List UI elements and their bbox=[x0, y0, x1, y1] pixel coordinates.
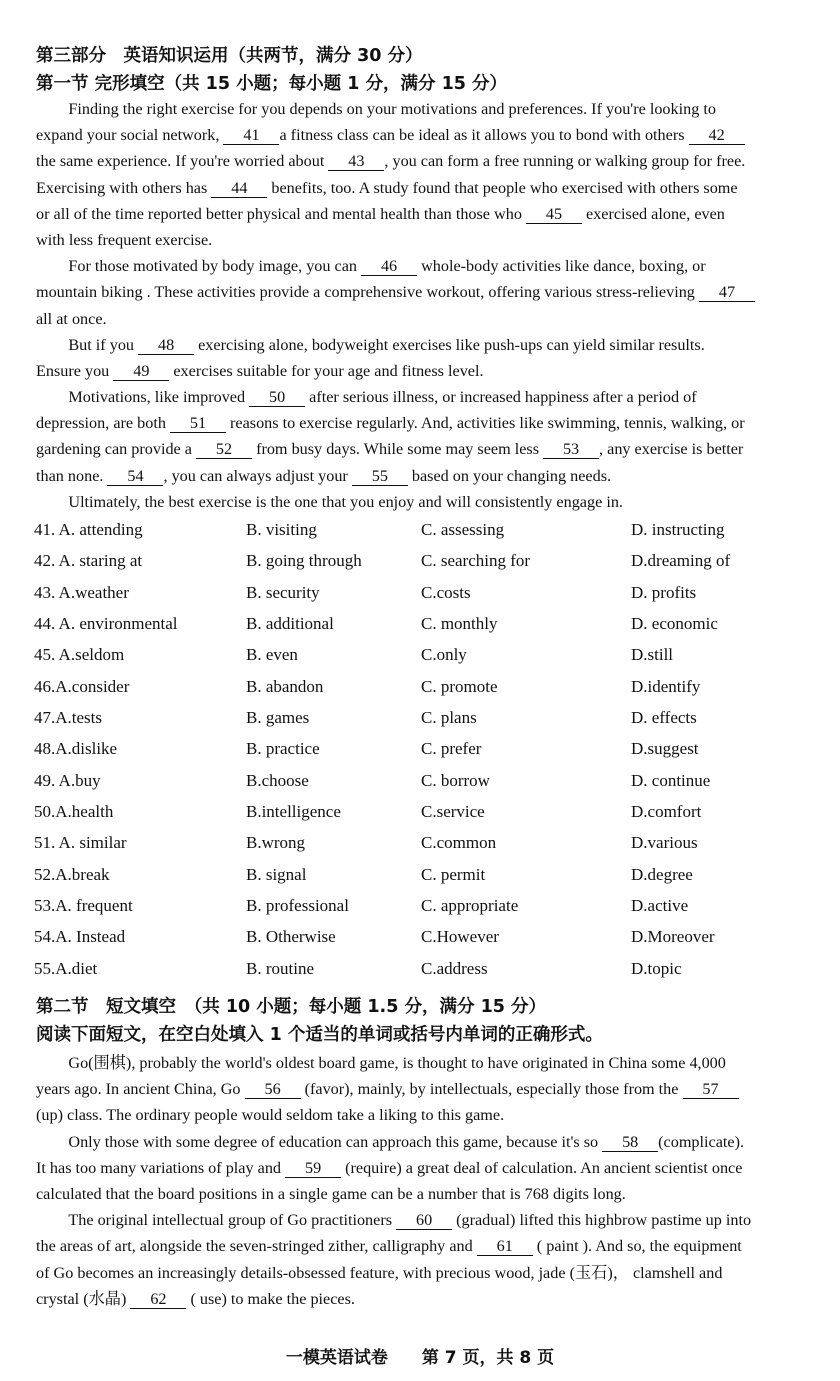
cloze-line bbox=[36, 306, 812, 332]
text-run: (up) class. The ordinary people would seldom take a liking to this game. bbox=[36, 1106, 505, 1125]
option-c[interactable]: C.common bbox=[421, 833, 497, 853]
option-b[interactable]: B. signal bbox=[246, 864, 307, 884]
text-run: the same experience. If you're worried about bbox=[36, 152, 329, 171]
text-run: depression, are both bbox=[36, 414, 170, 433]
option-b[interactable]: B. even bbox=[246, 645, 298, 665]
text-run: , you can form a free running or walking group for free. bbox=[384, 152, 746, 171]
option-d[interactable]: D. effects bbox=[631, 708, 697, 728]
question-options-row bbox=[34, 516, 814, 547]
option-b[interactable]: B. Otherwise bbox=[246, 927, 336, 947]
option-d[interactable]: D.topic bbox=[631, 958, 682, 978]
question-options-row bbox=[34, 923, 814, 954]
text-run: gardening can provide a bbox=[36, 440, 197, 459]
question-options-row bbox=[34, 829, 814, 860]
option-c[interactable]: C. plans bbox=[421, 708, 477, 728]
answer-blank[interactable]: 47 bbox=[699, 283, 755, 302]
section2-instruction: 阅读下面短文，在空白处填入 1 个适当的单词或括号内单词的正确形式。 bbox=[36, 1025, 603, 1045]
option-c[interactable]: C.costs bbox=[421, 582, 471, 602]
options-table bbox=[34, 516, 814, 986]
option-d[interactable]: D.active bbox=[631, 896, 689, 916]
option-d[interactable]: D.various bbox=[631, 833, 698, 853]
question-options-row bbox=[34, 955, 814, 986]
passage-line bbox=[36, 1076, 812, 1102]
text-run: It has too many variations of play and bbox=[36, 1158, 286, 1177]
cloze-line bbox=[36, 489, 812, 515]
option-a[interactable]: 50.A.health bbox=[34, 802, 114, 822]
option-c[interactable]: C.only bbox=[421, 645, 467, 665]
passage-line bbox=[36, 1233, 812, 1259]
option-d[interactable]: D.Moreover bbox=[631, 927, 715, 947]
answer-blank[interactable]: 55 bbox=[352, 467, 408, 486]
option-a[interactable]: 43. A.weather bbox=[34, 582, 129, 602]
option-c[interactable]: C. promote bbox=[421, 676, 498, 696]
option-b[interactable]: B. additional bbox=[246, 614, 334, 634]
text-run: Only those with some degree of education can approach this game, because it's so bbox=[36, 1132, 603, 1151]
text-run: mountain biking . These activities provide a comprehensive workout, offering various stress-relieving bbox=[36, 283, 699, 302]
answer-blank[interactable]: 61 bbox=[477, 1237, 533, 1256]
option-d[interactable]: D. profits bbox=[631, 582, 697, 602]
cloze-line bbox=[36, 358, 812, 384]
option-b[interactable]: B.choose bbox=[246, 770, 309, 790]
cloze-line bbox=[36, 227, 812, 253]
answer-blank[interactable]: 54 bbox=[107, 467, 163, 486]
answer-blank[interactable]: 43 bbox=[328, 152, 384, 171]
question-options-row bbox=[34, 798, 814, 829]
option-b[interactable]: B.intelligence bbox=[246, 802, 341, 822]
option-b[interactable]: B. routine bbox=[246, 958, 314, 978]
option-a[interactable]: 54.A. Instead bbox=[34, 927, 126, 947]
option-b[interactable]: B. visiting bbox=[246, 520, 317, 539]
text-run: ( use) to make the pieces. bbox=[186, 1289, 355, 1308]
cloze-line bbox=[36, 384, 812, 410]
text-run: Motivations, like improved bbox=[36, 388, 250, 407]
option-d[interactable]: D. continue bbox=[631, 770, 711, 790]
text-run: with less frequent exercise. bbox=[36, 230, 213, 249]
section2-heading: 第二节 短文填空 （共 10 小题；每小题 1.5 分，满分 15 分） bbox=[36, 997, 547, 1017]
option-c[interactable]: C.service bbox=[421, 802, 485, 822]
passage-line bbox=[36, 1207, 812, 1233]
option-a[interactable]: 46.A.consider bbox=[34, 676, 130, 696]
cloze-passage bbox=[36, 96, 812, 515]
option-d[interactable]: D. economic bbox=[631, 614, 718, 634]
answer-blank[interactable]: 52 bbox=[196, 440, 252, 459]
option-c[interactable]: C. appropriate bbox=[421, 896, 519, 916]
answer-blank[interactable]: 53 bbox=[543, 440, 599, 459]
option-a[interactable]: 47.A.tests bbox=[34, 708, 102, 728]
text-run: crystal (水晶) bbox=[36, 1289, 131, 1308]
text-run: reasons to exercise regularly. And, activities like swimming, tennis, walking, or bbox=[225, 414, 745, 433]
answer-blank[interactable]: 49 bbox=[113, 362, 169, 381]
option-b[interactable]: B. abandon bbox=[246, 676, 324, 696]
option-a[interactable]: 53.A. frequent bbox=[34, 896, 133, 916]
text-run: all at once. bbox=[36, 309, 107, 328]
page-footer: 一模英语试卷 第 7 页，共 8 页 bbox=[285, 1348, 555, 1368]
question-options-row bbox=[34, 547, 814, 578]
question-options-row bbox=[34, 704, 814, 735]
question-options-row bbox=[34, 767, 814, 798]
answer-blank[interactable]: 60 bbox=[396, 1211, 452, 1230]
question-options-row bbox=[34, 641, 814, 672]
text-run: exercising alone, bodyweight exercises like push-ups can yield similar results. bbox=[194, 335, 705, 354]
passage-line bbox=[36, 1260, 812, 1286]
question-options-row bbox=[34, 610, 814, 641]
option-d[interactable]: D.comfort bbox=[631, 802, 702, 822]
text-run: Ensure you bbox=[36, 361, 114, 380]
passage-line bbox=[36, 1102, 812, 1128]
option-a[interactable]: 51. A. similar bbox=[34, 833, 127, 853]
question-options-row bbox=[34, 892, 814, 923]
text-run: , any exercise is better bbox=[599, 440, 744, 459]
option-b[interactable]: B. practice bbox=[246, 739, 320, 759]
cloze-line bbox=[36, 96, 812, 122]
answer-blank[interactable]: 57 bbox=[683, 1080, 739, 1099]
text-run: (require) a great deal of calculation. An ancient scientist once bbox=[341, 1158, 743, 1177]
option-d[interactable]: D.dreaming of bbox=[631, 551, 731, 571]
question-options-row bbox=[34, 673, 814, 704]
question-options-row bbox=[34, 735, 814, 766]
option-b[interactable]: B. going through bbox=[246, 551, 362, 571]
option-a[interactable]: 42. A. staring at bbox=[34, 551, 143, 571]
text-run: (gradual) lifted this highbrow pastime up into bbox=[452, 1211, 752, 1230]
option-a[interactable]: 41. A. attending bbox=[34, 520, 143, 539]
answer-blank[interactable]: 59 bbox=[285, 1159, 341, 1178]
fill-in-passage bbox=[36, 1050, 812, 1312]
cloze-line bbox=[36, 410, 812, 436]
option-a[interactable]: 48.A.dislike bbox=[34, 739, 118, 759]
text-run: (favor), mainly, by intellectuals, especially those from the bbox=[300, 1080, 683, 1099]
text-run: based on your changing needs. bbox=[407, 466, 612, 485]
passage-line bbox=[36, 1050, 812, 1076]
text-run: years ago. In ancient China, Go bbox=[36, 1080, 245, 1099]
option-b[interactable]: B. professional bbox=[246, 896, 349, 916]
cloze-line bbox=[36, 436, 812, 462]
text-run: But if you bbox=[36, 335, 139, 354]
option-a[interactable]: 52.A.break bbox=[34, 864, 110, 884]
text-run: expand your social network, bbox=[36, 126, 224, 145]
cloze-line bbox=[36, 279, 812, 305]
text-run: from busy days. While some may seem less bbox=[252, 440, 544, 459]
answer-blank[interactable]: 56 bbox=[245, 1080, 301, 1099]
option-b[interactable]: B. games bbox=[246, 708, 310, 728]
text-run: Exercising with others has bbox=[36, 178, 212, 197]
passage-line bbox=[36, 1155, 812, 1181]
option-a[interactable]: 55.A.diet bbox=[34, 958, 98, 978]
option-b[interactable]: B.wrong bbox=[246, 833, 306, 853]
text-run: exercised alone, even bbox=[581, 204, 725, 223]
option-c[interactable]: C. prefer bbox=[421, 739, 482, 759]
answer-blank[interactable]: 42 bbox=[689, 126, 745, 145]
option-c[interactable]: C. permit bbox=[421, 864, 486, 884]
option-c[interactable]: C. borrow bbox=[421, 770, 490, 790]
passage-line bbox=[36, 1129, 812, 1155]
answer-blank[interactable]: 45 bbox=[526, 205, 582, 224]
part-heading: 第三部分 英语知识运用（共两节，满分 30 分） bbox=[36, 46, 423, 66]
answer-blank[interactable]: 51 bbox=[170, 414, 226, 433]
cloze-line bbox=[36, 122, 812, 148]
option-c[interactable]: C.address bbox=[421, 958, 488, 978]
text-run: ( paint ). And so, the equipment bbox=[532, 1237, 742, 1256]
option-c[interactable]: C. searching for bbox=[421, 551, 531, 571]
option-a[interactable]: 44. A. environmental bbox=[34, 614, 178, 634]
text-run: of Go becomes an increasingly details-obsessed feature, with precious wood, jade (玉石)， clamshell and bbox=[36, 1263, 723, 1282]
text-run: exercises suitable for your age and fitness level. bbox=[169, 361, 484, 380]
text-run: Ultimately, the best exercise is the one that you enjoy and will consistently engage in. bbox=[36, 492, 623, 511]
cloze-line bbox=[36, 332, 812, 358]
passage-line bbox=[36, 1286, 812, 1312]
text-run: than none. bbox=[36, 466, 108, 485]
text-run: or all of the time reported better physical and mental health than those who bbox=[36, 204, 526, 223]
cloze-line bbox=[36, 201, 812, 227]
answer-blank[interactable]: 48 bbox=[138, 336, 194, 355]
text-run: Finding the right exercise for you depends on your motivations and preferences. If you're looking to bbox=[36, 100, 716, 118]
text-run: (complicate). bbox=[658, 1132, 745, 1151]
cloze-line bbox=[36, 148, 812, 174]
section1-heading: 第一节 完形填空（共 15 小题；每小题 1 分，满分 15 分） bbox=[36, 74, 508, 94]
text-run: after serious illness, or increased happiness after a period of bbox=[305, 388, 697, 407]
answer-blank[interactable]: 41 bbox=[223, 126, 279, 145]
option-a[interactable]: 45. A.seldom bbox=[34, 645, 125, 665]
option-b[interactable]: B. security bbox=[246, 582, 320, 602]
option-d[interactable]: D.degree bbox=[631, 864, 693, 884]
option-d[interactable]: D. instructing bbox=[631, 520, 725, 539]
option-c[interactable]: C. assessing bbox=[421, 520, 505, 539]
answer-blank[interactable]: 58 bbox=[602, 1133, 658, 1152]
text-run: a fitness class can be ideal as it allows you to bond with others bbox=[279, 126, 689, 145]
answer-blank[interactable]: 44 bbox=[211, 179, 267, 198]
answer-blank[interactable]: 50 bbox=[249, 388, 305, 407]
option-c[interactable]: C.However bbox=[421, 927, 499, 947]
cloze-line bbox=[36, 463, 812, 489]
text-run: calculated that the board positions in a single game can be a number that is 768 digits long. bbox=[36, 1184, 626, 1203]
option-d[interactable]: D.suggest bbox=[631, 739, 699, 759]
answer-blank[interactable]: 62 bbox=[130, 1290, 186, 1309]
option-c[interactable]: C. monthly bbox=[421, 614, 498, 634]
text-run: the areas of art, alongside the seven-stringed zither, calligraphy and bbox=[36, 1237, 477, 1256]
answer-blank[interactable]: 46 bbox=[361, 257, 417, 276]
question-options-row bbox=[34, 579, 814, 610]
passage-line bbox=[36, 1181, 812, 1207]
question-options-row bbox=[34, 861, 814, 892]
text-run: The original intellectual group of Go practitioners bbox=[36, 1211, 397, 1230]
option-a[interactable]: 49. A.buy bbox=[34, 770, 101, 790]
option-d[interactable]: D.identify bbox=[631, 676, 701, 696]
option-d[interactable]: D.still bbox=[631, 645, 674, 665]
cloze-line bbox=[36, 175, 812, 201]
cloze-line bbox=[36, 253, 812, 279]
text-run: benefits, too. A study found that people who exercised with others some bbox=[267, 178, 738, 197]
text-run: Go(围棋), probably the world's oldest board game, is thought to have originated in China some 4,000 bbox=[36, 1054, 726, 1072]
text-run: , you can always adjust your bbox=[163, 466, 352, 485]
text-run: For those motivated by body image, you can bbox=[36, 257, 362, 276]
text-run: whole-body activities like dance, boxing, or bbox=[417, 257, 706, 276]
